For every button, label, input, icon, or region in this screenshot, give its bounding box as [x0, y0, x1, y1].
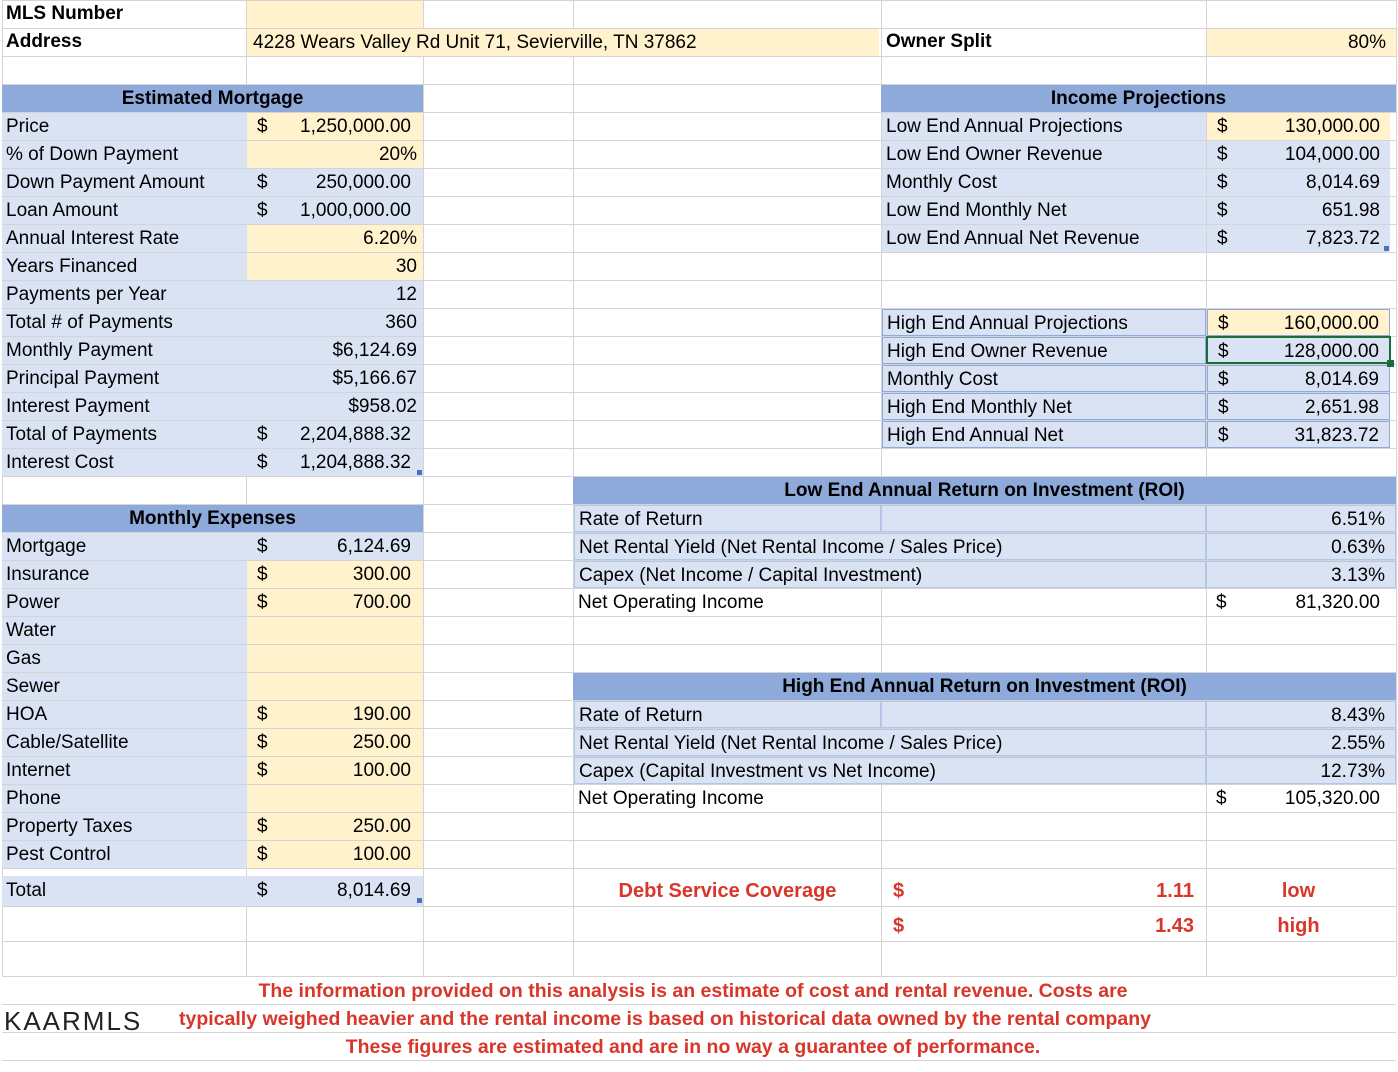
income-row-value: 130,000.00	[1284, 116, 1380, 137]
dsc-high-currency: $	[893, 915, 905, 937]
roi-row-value: 2.55%	[1331, 733, 1385, 754]
expense-row-label: HOA	[2, 701, 247, 728]
expense-row-label: Power	[2, 589, 247, 616]
income-row-label: Low End Owner Revenue	[882, 141, 1206, 168]
mls-number-input[interactable]	[247, 1, 423, 28]
income-row-value: 8,014.69	[1306, 172, 1380, 193]
disclaimer-line-2: typically weighed heavier and the rental income is based on historical data owned by the rental company	[179, 1008, 1152, 1030]
grid-row-line	[2, 56, 1396, 57]
roi-row-value: 81,320.00	[1295, 592, 1380, 613]
expense-row-label: Insurance	[2, 561, 247, 588]
disclaimer-line-1: The information provided on this analysis is an estimate of cost and rental revenue. Costs are	[258, 980, 1128, 1002]
income-row-label: Monthly Cost	[882, 169, 1206, 196]
mortgage-value-cell[interactable]	[247, 169, 423, 196]
expense-value-cell[interactable]	[247, 617, 423, 644]
mortgage-row-label: Principal Payment	[2, 365, 247, 392]
mortgage-row-label: Price	[2, 113, 247, 140]
mortgage-row-label: Interest Payment	[2, 393, 247, 420]
roi-row-label: Net Operating Income	[578, 592, 764, 613]
currency-symbol: $	[257, 452, 268, 473]
income-value-cell[interactable]	[1207, 197, 1390, 224]
grid-row-line	[2, 868, 1396, 869]
expense-value-cell[interactable]	[247, 841, 423, 868]
currency-symbol: $	[1218, 369, 1229, 390]
debt-service-coverage-label: Debt Service Coverage	[618, 880, 837, 902]
currency-symbol: $	[257, 816, 268, 837]
roi-row-value: 3.13%	[1331, 565, 1385, 586]
expense-value-cell[interactable]	[247, 701, 423, 728]
mortgage-row-label: Interest Cost	[2, 449, 247, 476]
income-row-label: High End Annual Net	[882, 421, 1206, 448]
mortgage-row-label: Loan Amount	[2, 197, 247, 224]
dsc-high-value[interactable]: 1.43	[1155, 915, 1194, 937]
income-value-cell[interactable]	[1207, 309, 1390, 336]
mortgage-row-label: Total # of Payments	[2, 309, 247, 336]
kaarmls-logo: KAARMLS	[4, 1006, 143, 1036]
mortgage-row-value: 250,000.00	[315, 172, 411, 193]
roi-value-cell[interactable]	[1206, 729, 1396, 756]
currency-symbol: $	[1216, 788, 1227, 809]
roi-blank-cell	[881, 505, 1206, 532]
currency-symbol: $	[257, 592, 268, 613]
currency-symbol: $	[257, 844, 268, 865]
mortgage-value-cell[interactable]	[247, 337, 423, 364]
dsc-high-tag: high	[1277, 915, 1320, 937]
expense-value-cell[interactable]	[247, 673, 423, 700]
roi-value-cell[interactable]	[1206, 757, 1396, 784]
currency-symbol: $	[257, 172, 268, 193]
monthly-expenses-header: Monthly Expenses	[2, 505, 423, 532]
currency-symbol: $	[257, 704, 268, 725]
mortgage-value-cell[interactable]	[247, 365, 423, 392]
cell-fill-handle-icon	[417, 470, 422, 475]
income-row-value: 160,000.00	[1283, 313, 1379, 334]
roi-blank-cell	[881, 701, 1206, 728]
income-row-label: High End Monthly Net	[882, 393, 1206, 420]
roi-row-value: 12.73%	[1320, 761, 1385, 782]
currency-symbol: $	[1217, 144, 1228, 165]
income-value-cell[interactable]	[1207, 113, 1390, 140]
expense-value-cell[interactable]	[247, 785, 423, 812]
income-row-value: 651.98	[1321, 200, 1380, 221]
currency-symbol: $	[257, 880, 268, 901]
expense-row-value: 250.00	[352, 816, 411, 837]
mortgage-value-cell[interactable]	[247, 253, 423, 280]
expense-value-cell[interactable]	[247, 589, 423, 616]
expense-value-cell[interactable]	[247, 757, 423, 784]
expense-row-value: 250.00	[352, 732, 411, 753]
expense-value-cell[interactable]	[247, 561, 423, 588]
income-row-label: Low End Monthly Net	[882, 197, 1206, 224]
expense-row-label: Phone	[2, 785, 247, 812]
mortgage-value-cell[interactable]	[247, 393, 423, 420]
expense-row-value: 6,124.69	[337, 536, 411, 557]
income-row-label: Monthly Cost	[882, 365, 1206, 392]
expense-value-cell[interactable]	[247, 645, 423, 672]
mortgage-row-value: 2,204,888.32	[300, 424, 411, 445]
mortgage-value-cell[interactable]	[247, 421, 423, 448]
income-value-cell[interactable]	[1207, 337, 1390, 364]
grid-row-line	[2, 906, 1396, 907]
expense-row-value: 300.00	[352, 564, 411, 585]
grid-col-line	[423, 0, 424, 976]
income-row-value: 2,651.98	[1305, 397, 1379, 418]
roi-row-label: Net Rental Yield (Net Rental Income / Sales Price)	[574, 533, 1206, 560]
income-value-cell[interactable]	[1207, 225, 1390, 252]
expense-value-cell[interactable]	[247, 729, 423, 756]
mortgage-row-value: 30	[395, 256, 417, 277]
income-value-cell[interactable]	[1207, 393, 1390, 420]
mortgage-row-value: 360	[385, 312, 417, 333]
roi-row-value: 8.43%	[1331, 705, 1385, 726]
expense-row-value: 100.00	[352, 760, 411, 781]
roi-row-value: 6.51%	[1331, 509, 1385, 530]
mortgage-row-label: Payments per Year	[2, 281, 247, 308]
roi-value-cell[interactable]	[1206, 701, 1396, 728]
grid-col-line	[1396, 0, 1397, 976]
income-row-value: 31,823.72	[1294, 425, 1379, 446]
mortgage-value-cell[interactable]	[247, 225, 423, 252]
mortgage-row-value: $958.02	[348, 396, 417, 417]
income-projections-header: Income Projections	[881, 85, 1396, 112]
roi-row-value: 105,320.00	[1284, 788, 1380, 809]
roi-row-label: Rate of Return	[574, 505, 881, 532]
currency-symbol: $	[1217, 172, 1228, 193]
currency-symbol: $	[257, 116, 268, 137]
roi-value-cell[interactable]	[1206, 505, 1396, 532]
roi-value-cell[interactable]	[1206, 589, 1396, 616]
expense-row-label: Internet	[2, 757, 247, 784]
income-row-label: Low End Annual Projections	[882, 113, 1206, 140]
expense-row-label: Sewer	[2, 673, 247, 700]
expense-row-value: 700.00	[352, 592, 411, 613]
estimated-mortgage-header: Estimated Mortgage	[2, 85, 423, 112]
selection-fill-handle-icon[interactable]	[1387, 360, 1394, 367]
income-row-label: High End Annual Projections	[882, 309, 1206, 336]
currency-symbol: $	[1218, 341, 1229, 362]
income-row-label: Low End Annual Net Revenue	[882, 225, 1206, 252]
mortgage-row-label: Down Payment Amount	[2, 169, 247, 196]
currency-symbol: $	[1218, 425, 1229, 446]
mortgage-row-label: Annual Interest Rate	[2, 225, 247, 252]
roi-low-header: Low End Annual Return on Investment (ROI)	[573, 477, 1396, 504]
currency-symbol: $	[1218, 397, 1229, 418]
expenses-total-label: Total	[2, 876, 247, 906]
roi-row-value: 0.63%	[1331, 537, 1385, 558]
income-value-cell[interactable]	[1207, 421, 1390, 448]
mortgage-value-cell[interactable]	[247, 197, 423, 224]
income-value-cell[interactable]	[1207, 169, 1390, 196]
mortgage-row-value: 12	[395, 284, 417, 305]
income-row-value: 128,000.00	[1283, 341, 1379, 362]
income-row-value: 104,000.00	[1284, 144, 1380, 165]
mortgage-row-label: Years Financed	[2, 253, 247, 280]
currency-symbol: $	[257, 760, 268, 781]
mortgage-row-value: 20%	[378, 144, 417, 165]
mortgage-value-cell[interactable]	[247, 281, 423, 308]
roi-row-label: Rate of Return	[574, 701, 881, 728]
roi-value-cell[interactable]	[1206, 561, 1396, 588]
roi-row-label: Net Operating Income	[578, 788, 764, 809]
currency-symbol: $	[257, 732, 268, 753]
cell-fill-handle-icon	[417, 898, 422, 903]
grid-row-line	[2, 941, 1396, 942]
mortgage-row-label: % of Down Payment	[2, 141, 247, 168]
currency-symbol: $	[1216, 592, 1227, 613]
expenses-total-cell[interactable]	[247, 876, 423, 906]
mortgage-row-value: $6,124.69	[332, 340, 417, 361]
expense-row-label: Gas	[2, 645, 247, 672]
expense-row-value: 100.00	[352, 844, 411, 865]
income-row-label: High End Owner Revenue	[882, 337, 1206, 364]
roi-value-cell[interactable]	[1206, 533, 1396, 560]
income-value-cell[interactable]	[1207, 141, 1390, 168]
expense-row-label: Water	[2, 617, 247, 644]
roi-row-label: Net Rental Yield (Net Rental Income / Sales Price)	[574, 729, 1206, 756]
roi-row-label: Capex (Net Income / Capital Investment)	[574, 561, 1206, 588]
roi-high-header: High End Annual Return on Investment (ROI)	[573, 673, 1396, 700]
address-label: Address	[6, 31, 83, 52]
mortgage-row-value: 1,204,888.32	[300, 452, 411, 473]
expense-value-cell[interactable]	[247, 813, 423, 840]
currency-symbol: $	[257, 424, 268, 445]
currency-symbol: $	[1217, 200, 1228, 221]
owner-split-label: Owner Split	[886, 31, 992, 52]
mortgage-value-cell[interactable]	[247, 449, 423, 476]
expense-row-value: 190.00	[352, 704, 411, 725]
income-value-cell[interactable]	[1207, 365, 1390, 392]
expenses-total-value: 8,014.69	[337, 880, 411, 901]
dsc-low-tag: low	[1281, 880, 1316, 902]
mortgage-row-value: $5,166.67	[332, 368, 417, 389]
dsc-low-value[interactable]: 1.11	[1156, 880, 1194, 902]
currency-symbol: $	[257, 536, 268, 557]
currency-symbol: $	[1217, 116, 1228, 137]
income-row-value: 7,823.72	[1306, 228, 1380, 249]
currency-symbol: $	[257, 564, 268, 585]
income-row-value: 8,014.69	[1305, 369, 1379, 390]
dsc-low-currency: $	[893, 880, 905, 902]
expense-row-label: Cable/Satellite	[2, 729, 247, 756]
currency-symbol: $	[1217, 228, 1228, 249]
mortgage-row-value: 1,250,000.00	[300, 116, 411, 137]
mortgage-row-value: 1,000,000.00	[300, 200, 411, 221]
address-input[interactable]: 4228 Wears Valley Rd Unit 71, Sevierville, TN 37862	[247, 29, 879, 56]
owner-split-input[interactable]: 80%	[1207, 29, 1396, 56]
roi-value-cell[interactable]	[1206, 785, 1396, 812]
expense-row-label: Pest Control	[2, 841, 247, 868]
currency-symbol: $	[1218, 313, 1229, 334]
expense-row-label: Mortgage	[2, 533, 247, 560]
expense-value-cell[interactable]	[247, 533, 423, 560]
expense-row-label: Property Taxes	[2, 813, 247, 840]
mortgage-row-label: Monthly Payment	[2, 337, 247, 364]
mortgage-value-cell[interactable]	[247, 141, 423, 168]
disclaimer-line-3: These figures are estimated and are in no way a guarantee of performance.	[345, 1036, 1041, 1058]
roi-row-label: Capex (Capital Investment vs Net Income)	[574, 757, 1206, 784]
mortgage-value-cell[interactable]	[247, 113, 423, 140]
mortgage-row-label: Total of Payments	[2, 421, 247, 448]
cell-fill-handle-icon	[1384, 246, 1389, 251]
mls-number-label: MLS Number	[6, 3, 124, 24]
currency-symbol: $	[257, 200, 268, 221]
mortgage-value-cell[interactable]	[247, 309, 423, 336]
mortgage-row-value: 6.20%	[363, 228, 417, 249]
